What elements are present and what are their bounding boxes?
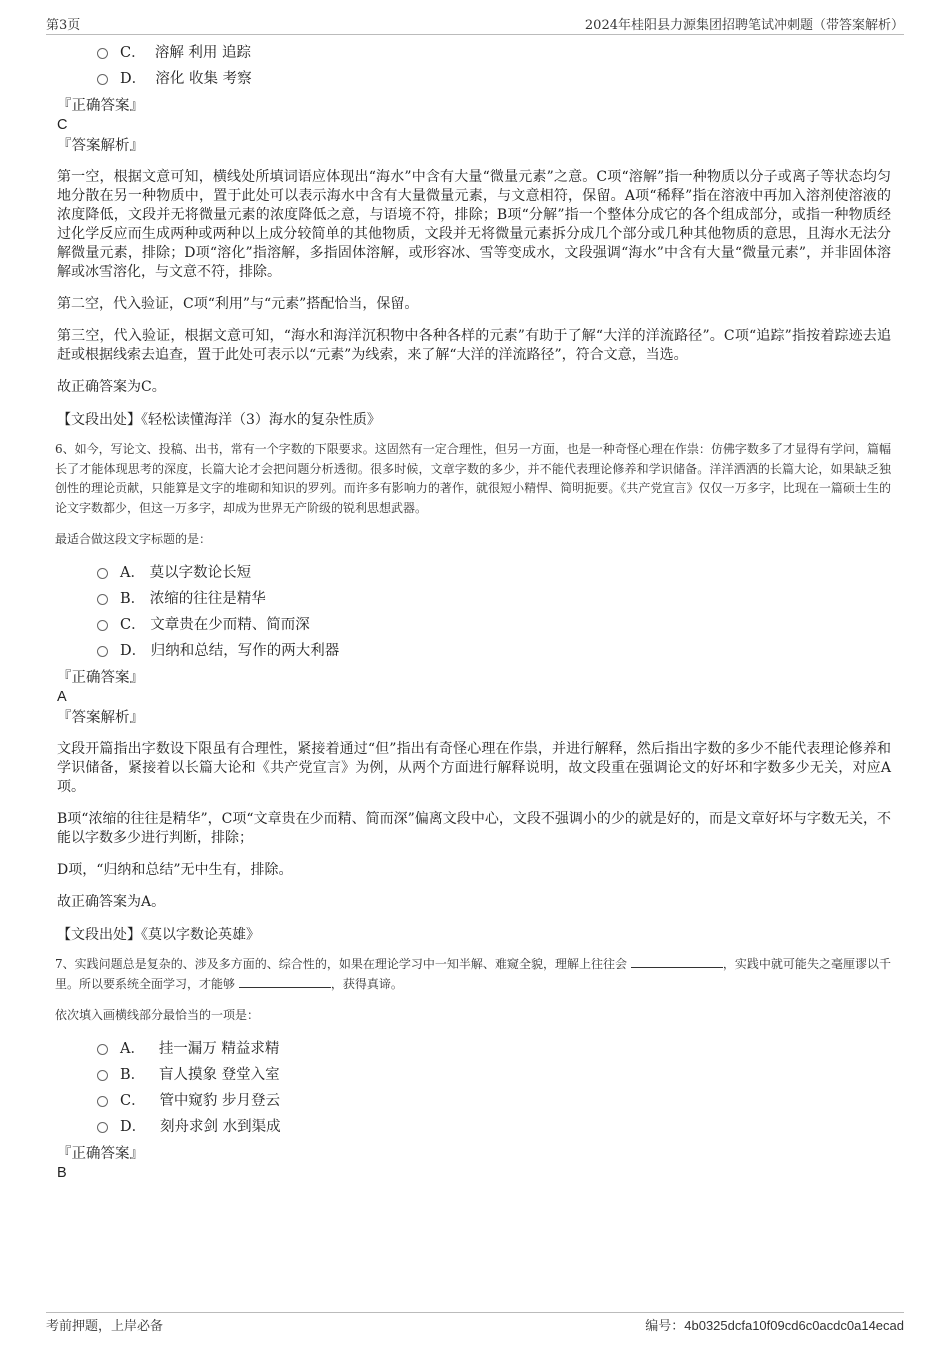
q5-analysis-p2: 第二空，代入验证，C项“利用”与“元素”搭配恰当，保留。 — [57, 296, 419, 312]
radio-icon[interactable] — [97, 1096, 108, 1107]
q7-option-a[interactable]: A． 挂一漏万 精益求精 — [97, 1036, 891, 1062]
q6-analysis-p3: D项，“归纳和总结”无中生有，排除。 — [57, 862, 293, 878]
fill-blank-2 — [239, 975, 331, 988]
q7-correct-label: 『正确答案』 — [57, 1146, 144, 1162]
q5-correct-label: 『正确答案』 — [57, 98, 144, 114]
footer-slogan: 考前押题，上岸必备 — [46, 1319, 164, 1334]
q5-option-d[interactable]: D． 溶化 收集 考察 — [97, 66, 891, 92]
q6-option-a[interactable]: A． 莫以字数论长短 — [97, 560, 891, 586]
q5-option-c[interactable]: C． 溶解 利用 追踪 — [97, 40, 891, 66]
document-title: 2024年桂阳县力源集团招聘笔试冲刺题（带答案解析） — [584, 18, 904, 33]
fill-blank-1 — [631, 955, 723, 968]
radio-icon[interactable] — [97, 1122, 108, 1133]
q5-source: 【文段出处】《轻松读懂海洋（3）海水的复杂性质》 — [57, 412, 381, 428]
q6-question: 6、如今，写论文、投稿、出书，常有一个字数的下限要求。这固然有一定合理性，但另一方面，也是一种奇怪心理在作祟：仿佛字数多了才显得有学问，篇幅长了才能体现思考的深度，长篇大论才会把问题分析透彻。很多时候，文章字数的多少，并不能代表理论修养和学识储备。洋洋洒洒的长篇大论，如果缺乏独创性的理论贡献，只能算是文字的堆砌和知识的罗列。而许多有影响力的著作，就很短小精悍、简明扼要。《共产党宣言》仅仅一万多字，比现在一篇硕士生的论文字数都少，但这一万多字，却成为世界无产阶级的锐利思想武器。 — [55, 442, 891, 515]
radio-icon[interactable] — [97, 568, 108, 579]
q7-correct-answer: B — [57, 1165, 67, 1181]
q6-analysis-p1: 文段开篇指出字数设下限虽有合理性，紧接着通过“但”指出有奇怪心理在作祟，并进行解释，然后指出字数的多少不能代表理论修养和学识储备，紧接着以长篇大论和《共产党宣言》为例，从两个方面进行解释说明，故文段重在强调论文的好坏和字数多少无关，对应A项。 — [57, 741, 891, 795]
q6-analysis-p2: B项“浓缩的往往是精华”，C项“文章贵在少而精、简而深”偏离文段中心，文段不强调小的少的就是好的，而是文章好坏与字数无关，不能以字数多少进行判断，排除； — [57, 811, 891, 846]
page-number: 第3页 — [46, 18, 81, 33]
document-code: 编号：4b0325dcfa10f09cd6c0acdc0a14ecad — [645, 1318, 904, 1334]
q5-options — [97, 40, 891, 92]
q5-analysis-p4: 故正确答案为C。 — [57, 379, 166, 395]
q6-option-b[interactable]: B． 浓缩的往往是精华 — [97, 586, 891, 612]
q5-analysis-p3: 第三空，代入验证，根据文意可知，“海水和海洋沉积物中各种各样的元素”有助于了解“大洋的洋流路径”。C项“追踪”指按着踪迹去追赶或根据线索去追查，置于此处可表示以“元素”为线索，来了解“大洋的洋流路径”，符合文意，当选。 — [57, 328, 891, 363]
q5-correct-answer: C — [57, 117, 68, 133]
radio-icon[interactable] — [97, 620, 108, 631]
q7-prompt: 依次填入画横线部分最恰当的一项是： — [55, 1008, 260, 1022]
q6-analysis-p4: 故正确答案为A。 — [57, 894, 166, 910]
q6-option-d[interactable]: D． 归纳和总结，写作的两大利器 — [97, 638, 891, 664]
page-footer — [46, 1312, 904, 1335]
page-content — [57, 40, 891, 1184]
q6-correct-answer: A — [57, 689, 67, 705]
q6-analysis-label: 『答案解析』 — [57, 710, 144, 726]
q6-option-c[interactable]: C． 文章贵在少而精、简而深 — [97, 612, 891, 638]
q5-analysis-p1: 第一空，根据文意可知，横线处所填词语应体现出“海水”中含有大量“微量元素”之意。C项“溶解”指一种物质以分子或离子等状态均匀地分散在另一种物质中，置于此处可以表示海水中含有大量微量元素，与文意相符，保留。A项“稀释”指在溶液中再加入溶剂使溶液的浓度降低，文段并无将微量元素的浓度降低之意，与语境不符，排除；B项“分解”指一个整体分成它的各个组成部分，或指一种物质经过化学反应而生成两种或两种以上成分较简单的其他物质，文段并无将微量元素拆分成几个部分或几种其他物质的意思，且海水无法分解微量元素，排除；D项“溶化”指溶解，多指固体溶解，或形容冰、雪等变成水，文段强调“海水”中含有大量“微量元素”，并非固体溶解或冰雪溶化，与文意不符，排除。 — [57, 169, 891, 280]
q7-option-d[interactable]: D． 刻舟求剑 水到渠成 — [97, 1114, 891, 1140]
q7-question: 7、实践问题总是复杂的、涉及多方面的、综合性的，如果在理论学习中一知半解、难窥全貌，理解上往往会 ，实践中就可能失之毫厘谬以千里。所以要系统全面学习，才能够 ，获得真谛。 — [55, 957, 891, 991]
radio-icon[interactable] — [97, 646, 108, 657]
radio-icon[interactable] — [97, 594, 108, 605]
q7-options — [97, 1036, 891, 1140]
q6-options — [97, 560, 891, 664]
page-header — [46, 14, 904, 35]
q7-option-b[interactable]: B． 盲人摸象 登堂入室 — [97, 1062, 891, 1088]
radio-icon[interactable] — [97, 1070, 108, 1081]
q6-prompt: 最适合做这段文字标题的是： — [55, 532, 212, 546]
q7-option-c[interactable]: C． 管中窥豹 步月登云 — [97, 1088, 891, 1114]
radio-icon[interactable] — [97, 74, 108, 85]
radio-icon[interactable] — [97, 48, 108, 59]
q6-correct-label: 『正确答案』 — [57, 670, 144, 686]
radio-icon[interactable] — [97, 1044, 108, 1055]
q5-analysis-label: 『答案解析』 — [57, 138, 144, 154]
q6-source: 【文段出处】《莫以字数论英雄》 — [57, 927, 260, 943]
